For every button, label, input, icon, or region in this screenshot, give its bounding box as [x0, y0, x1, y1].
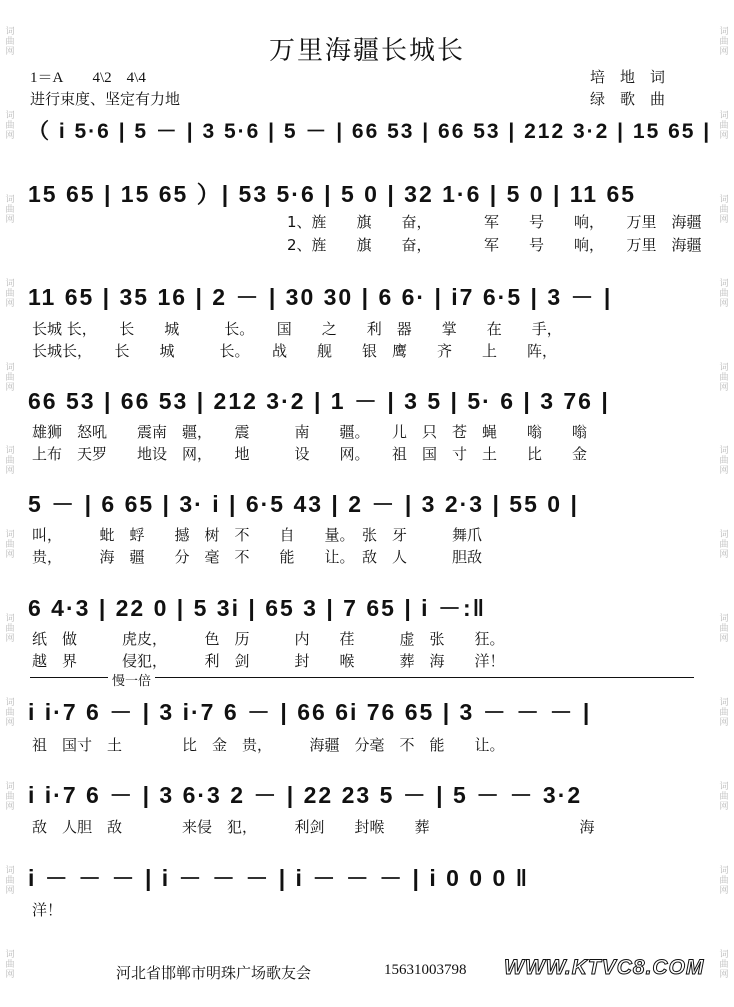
lyric-line-7: 叫， 蚍 蜉 撼 树 不 自 量。 张 牙 舞爪 [32, 526, 483, 544]
watermark-right: 词曲网 词曲网 词曲网 词曲网 词曲网 词曲网 词曲网 词曲网 词曲网 词曲网 词曲网 词曲网 [719, 26, 729, 980]
composer: 绿 歌 曲 [590, 92, 666, 108]
song-title: 万里海疆长城长 [268, 36, 465, 66]
slow-marking: 慢一倍 [108, 670, 155, 689]
lyric-line-2: 2、旌 旗 奋， 军 号 响， 万里 海疆 [32, 236, 702, 254]
music-row-7: i i·7 6 － | 3 i·7 6 － | 66 6i 76 65 | 3 － － － | [28, 698, 592, 725]
key-signature: 1＝A 4\2 4\4 [30, 70, 146, 86]
footer-phone: 15631003798 [384, 962, 467, 978]
lyric-line-6: 上布 天罗 地设 网， 地 设 网。 祖 国 寸 土 比 金 [32, 445, 588, 463]
music-row-8: i i·7 6 － | 3 6·3 2 － | 22 23 5 － | 5 － － 3·2 [28, 781, 583, 808]
tempo-marking: 进行束度、坚定有力地 [30, 92, 181, 108]
lyric-line-8: 贵， 海 疆 分 毫 不 能 让。 敌 人 胆敌 [32, 548, 483, 566]
lyric-line-1: 1、旌 旗 奋， 军 号 响， 万里 海疆 [32, 213, 702, 231]
music-row-1: （ i 5·6 | 5 － | 3 5·6 | 5 － | 66 53 | 66 53 | 212 3·2 | 15 65 | [28, 120, 712, 143]
footer-organization: 河北省邯郸市明珠广场歌友会 [116, 966, 312, 982]
lyric-line-9: 纸 做 虎皮， 色 历 内 荏 虚 张 狂。 [32, 630, 505, 648]
music-row-4: 66 53 | 66 53 | 212 3·2 | 1 － | 3 5 | 5· 6 | 3 76 | [28, 387, 610, 414]
music-row-6: 6 4·3 | 22 0 | 5 3i | 65 3 | 7 65 | i －:‖ [28, 594, 487, 621]
watermark-left: 词曲网 词曲网 词曲网 词曲网 词曲网 词曲网 词曲网 词曲网 词曲网 词曲网 词曲网 词曲网 [5, 26, 15, 980]
music-row-3: 11 65 | 35 16 | 2 － | 30 30 | 6 6· | i7 6·5 | 3 － | [28, 283, 613, 310]
lyricist: 培 地 词 [590, 70, 666, 86]
lyric-line-5: 雄狮 怒吼 震南 疆， 震 南 疆。 儿 只 苍 蝇 嗡 嗡 [32, 423, 588, 441]
music-row-9: i － － － | i － － － | i － － － | i 0 0 0 ‖ [28, 864, 530, 891]
lyric-line-3: 长城 长， 长 城 长。 国 之 利 器 掌 在 手， [32, 320, 562, 338]
music-row-2: 15 65 | 15 65 ）| 53 5·6 | 5 0 | 32 1·6 | 5 0 | 11 65 [28, 180, 637, 207]
music-row-5: 5 － | 6 65 | 3· i | 6·5 43 | 2 － | 3 2·3 | 55 0 | [28, 490, 579, 517]
lyric-line-4: 长城长， 长 城 长。 战 舰 银 鹰 齐 上 阵， [32, 342, 558, 360]
lyric-line-11: 祖 国寸 土 比 金 贵， 海疆 分毫 不 能 让。 [32, 736, 505, 754]
lyric-line-10: 越 界 侵犯， 利 剑 封 喉 葬 海 洋！ [32, 652, 505, 670]
footer-website[interactable]: WWW.KTVC8.COM [504, 956, 705, 979]
lyric-line-12: 敌 人胆 敌 来侵 犯， 利剑 封喉 葬 海 [32, 818, 595, 836]
lyric-line-13: 洋！ [32, 901, 63, 919]
